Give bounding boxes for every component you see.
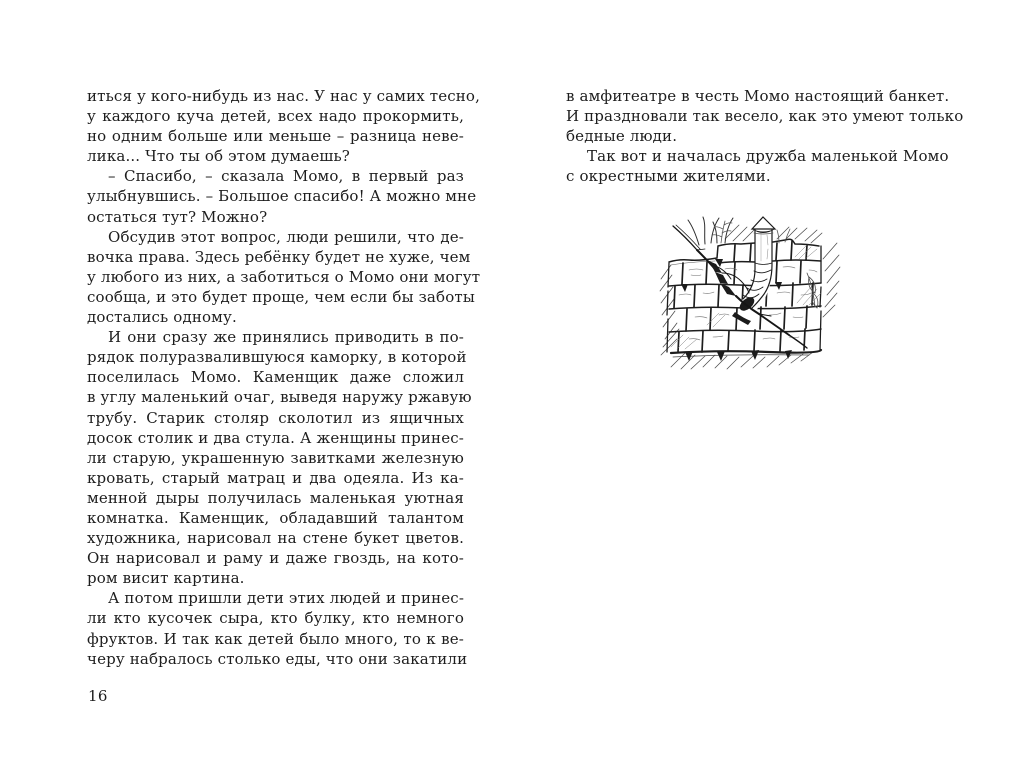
text-line: – Спасибо, – сказала Момо, в первый раз xyxy=(108,167,464,186)
text-line: А потом пришли дети этих людей и принес- xyxy=(108,589,465,608)
text-line: в амфитеатре в честь Момо настоящий банкет. xyxy=(566,87,950,105)
text-line: в углу маленький очаг, выведя наружу ржавую xyxy=(87,388,472,407)
wall-stovepipe-sketch-svg xyxy=(659,215,843,373)
text-line: черу набралось столько еды, что они закатили xyxy=(87,649,468,668)
text-line: у любого из них, а заботиться о Момо они могут xyxy=(87,267,481,286)
text-line: улыбнувшись. – Большое спасибо! А можно мне xyxy=(87,187,477,206)
text-line: остаться тут? Можно? xyxy=(87,207,268,226)
text-line: менной дыры получилась маленькая уютная xyxy=(87,488,464,507)
text-line: иться у кого-нибудь из нас. У нас у самих тесно, xyxy=(87,87,481,105)
text-line: художника, нарисовал на стене букет цветов. xyxy=(87,529,464,548)
grass xyxy=(688,217,790,245)
text-line: рядок полуразвалившуюся каморку, в которой xyxy=(87,348,467,367)
text-line: трубу. Старик столяр сколотил из ящичных xyxy=(87,408,464,427)
text-line: Обсудив этот вопрос, люди решили, что де- xyxy=(108,227,464,246)
text-line: лика... Что ты об этом думаешь? xyxy=(87,147,350,166)
text-line: ли старую, украшенную завитками железную xyxy=(87,448,464,467)
text-line: ром висит картина. xyxy=(87,569,245,588)
text-line: но одним больше или меньше – разница неве- xyxy=(87,127,464,146)
text-line: Он нарисовал и раму и даже гвоздь, на кото- xyxy=(87,549,464,568)
text-line: вочка права. Здесь ребёнку будет не хуже, чем xyxy=(87,247,471,266)
text-line: фруктов. И так как детей было много, то к ве- xyxy=(87,629,464,648)
text-line: бедные люди. xyxy=(566,127,678,146)
text-line: И праздновали так весело, как это умеют только xyxy=(566,107,964,126)
text-line: И они сразу же принялись приводить в по- xyxy=(108,328,464,347)
text-line: досок столик и два стула. А женщины принес- xyxy=(87,428,464,447)
wall-stovepipe-illustration xyxy=(659,215,843,373)
text-line: комнатка. Каменщик, обладавший талантом xyxy=(87,508,464,527)
page-number: 16 xyxy=(88,687,108,705)
text-line: ли кто кусочек сыра, кто булку, кто немного xyxy=(87,609,464,628)
right-page-text xyxy=(566,86,964,186)
text-line: поселилась Момо. Каменщик даже сложил xyxy=(87,368,464,387)
text-line: сообща, и это будет проще, чем если бы заботы xyxy=(87,287,475,306)
text-line: Так вот и началась дружба маленькой Момо xyxy=(587,147,949,166)
text-line: с окрестными жителями. xyxy=(566,167,771,186)
text-line: кровать, старый матрац и два одеяла. Из ка- xyxy=(87,468,464,487)
left-page-text xyxy=(87,86,481,669)
text-line: у каждого куча детей, всех надо прокормить, xyxy=(87,107,464,126)
text-line: достались одному. xyxy=(87,308,237,327)
